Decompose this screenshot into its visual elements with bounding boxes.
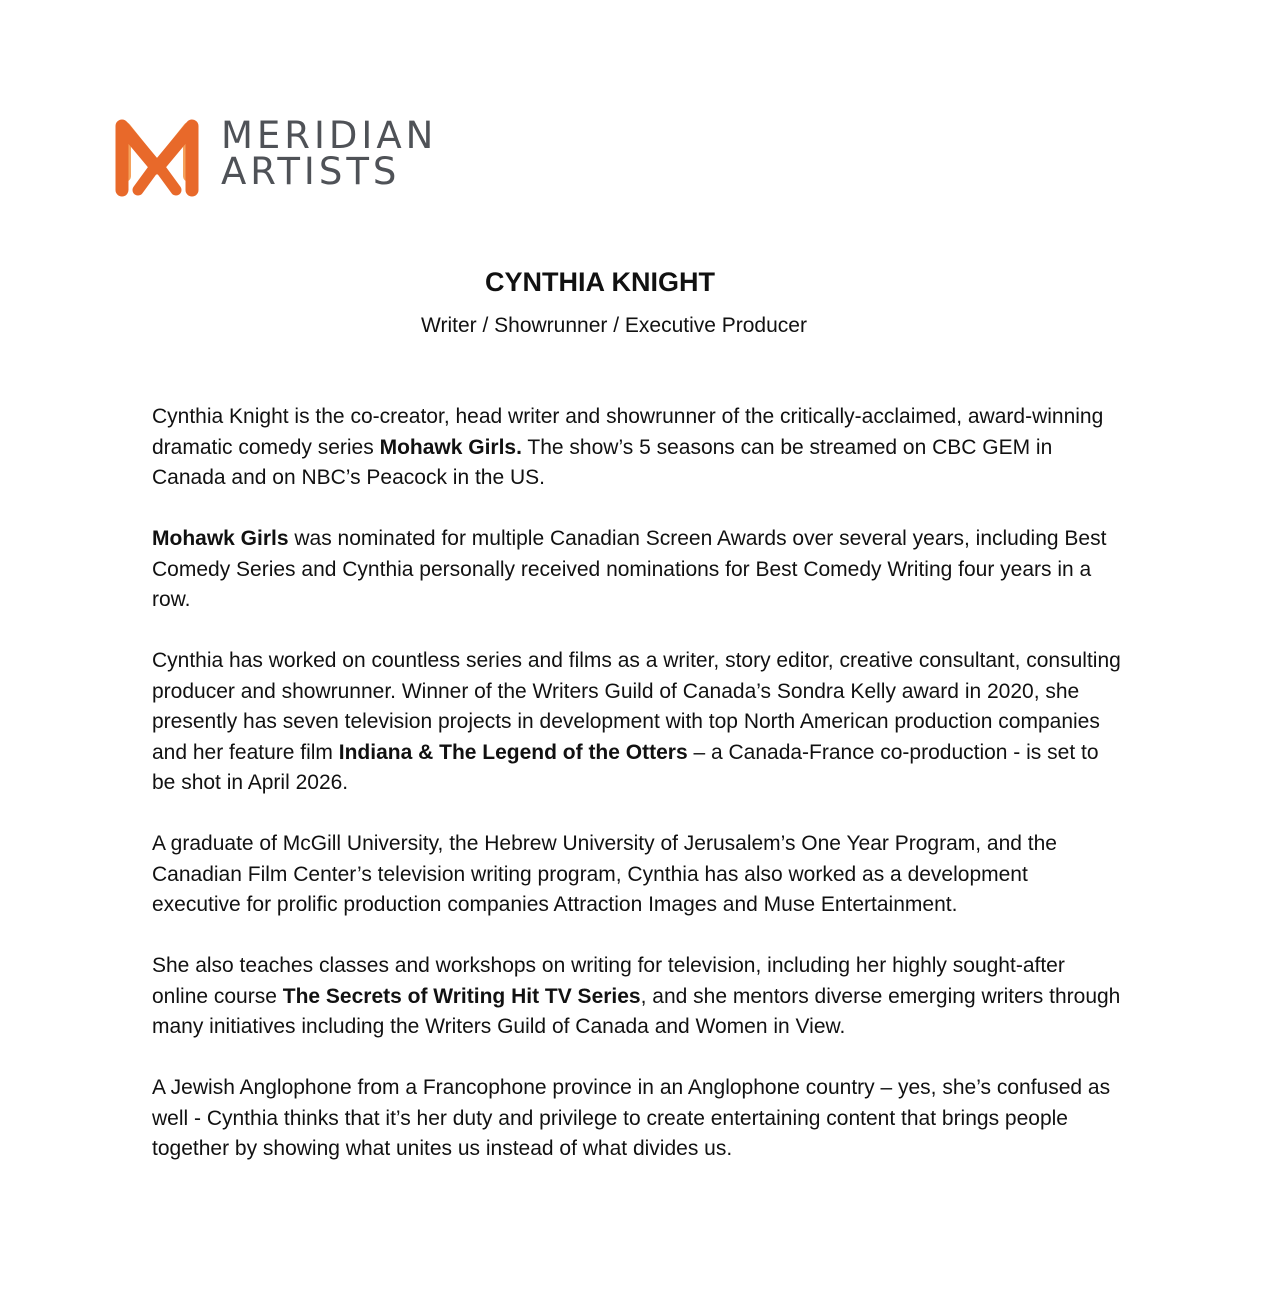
person-name: CYNTHIA KNIGHT [485, 267, 715, 297]
bio-paragraph-6 [152, 1073, 1122, 1165]
logo-wedge [138, 164, 176, 190]
logo-wordmark [221, 114, 438, 193]
bio-paragraph-1 [152, 402, 1122, 494]
bio-text: She also teaches classes and workshops on writing for television, including her highly sought-after online course [152, 954, 1065, 1008]
biography [152, 402, 1122, 1195]
bio-paragraph-5 [152, 951, 1122, 1043]
bio-text: A graduate of McGill University, the Hebrew University of Jerusalem’s One Year Program, and the Canadian Film Center’s television writing program, Cynthia has also worked as a development executive for prolific production companies Attraction Images and Muse Entertainment. [152, 832, 1057, 916]
logo-line-1: MERIDIAN [221, 114, 438, 157]
bio-text: The show’s 5 seasons can be streamed on CBC GEM in Canada and on NBC’s Peacock in the US. [152, 435, 1053, 489]
bio-text: , and she mentors diverse emerging writers through many initiatives including the Writers Guild of Canada and Women in View. [152, 984, 1121, 1038]
bio-bold-title: Indiana & The Legend of the Otters [338, 740, 688, 764]
bio-paragraph-4 [152, 829, 1122, 921]
bio-paragraph-3 [152, 646, 1122, 799]
company-logo [112, 114, 442, 198]
meridian-m-logo-mark [112, 114, 202, 198]
bio-bold-title: Mohawk Girls [152, 527, 289, 550]
bio-text: A Jewish Anglophone from a Francophone province in an Anglophone country – yes, she’s confused as well - Cynthia thinks that it’s her duty and privilege to create entertaining content that brings people together by showing what unites us instead of what divides us. [152, 1076, 1111, 1160]
bio-bold-title: Mohawk Girls. [379, 435, 522, 459]
logo-m-dark [122, 126, 192, 190]
bio-text: was nominated for multiple Canadian Screen Awards over several years, including Best Comedy Series and Cynthia personally received nominations for Best Comedy Writing four years in a row. [152, 527, 1107, 611]
logo-line-2: ARTISTS [221, 150, 401, 193]
bio-text: Cynthia has worked on countless series and films as a writer, story editor, creative consultant, consulting producer and showrunner. Winner of the Writers Guild of Canada’s Sondra Kelly award in 2020, she presently has seven television projects in development with top North American production companies and her feature film [152, 649, 1121, 764]
person-role: Writer / Showrunner / Executive Producer [421, 314, 807, 337]
bio-bold-title: The Secrets of Writing Hit TV Series [282, 984, 641, 1008]
bio-text: – a Canada-France co-production - is set to be shot in April 2026. [152, 740, 1099, 794]
bio-text: Cynthia Knight is the co-creator, head writer and showrunner of the critically-acclaimed, award-winning dramatic comedy series [152, 405, 1104, 459]
bio-paragraph-2 [152, 524, 1122, 616]
